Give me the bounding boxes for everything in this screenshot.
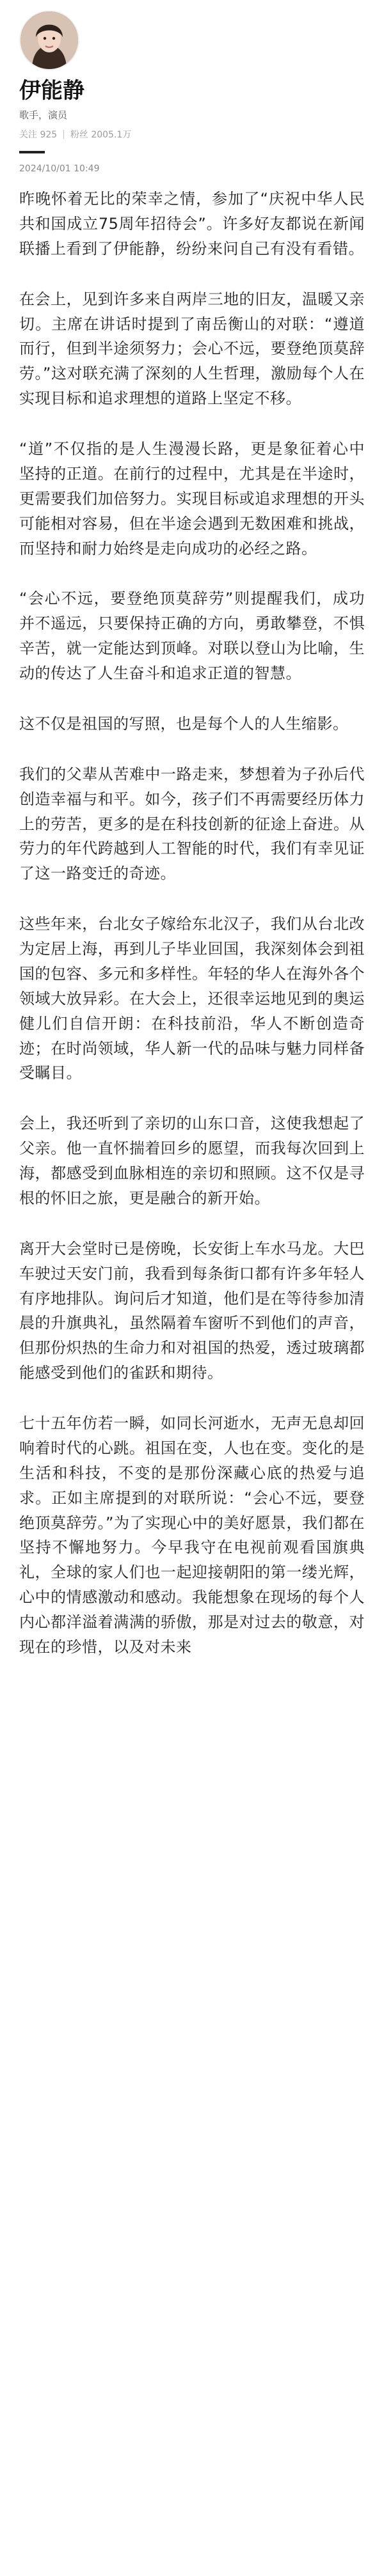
post-timestamp: 2024/10/01 10:49 <box>19 164 100 174</box>
stats-divider: | <box>62 129 65 140</box>
post-paragraph: 在会上，见到许多来自两岸三地的旧友，温暖又亲切。主席在讲话时提到了南岳衡山的对联：“遵道而行，但到半途须努力；会心不远，要登绝顶莫辞劳。”这对联充满了深刻的人生哲理，激励每个人在实现目标和追求理想的道路上坚定不移。 <box>19 290 365 408</box>
profile-stats <box>19 128 365 141</box>
post-content <box>0 174 384 1660</box>
post-paragraph: 我们的父辈从苦难中一路走来，梦想着为子孙后代创造幸福与和平。如今，孩子们不再需要经历体力上的劳苦，更多的是在科技创新的征途上奋进。从劳力的年代跨越到人工智能的时代，我们有幸见证了这一路变迁的奇迹。 <box>19 765 365 883</box>
post-paragraph: 这不仅是祖国的写照，也是每个人的人生缩影。 <box>19 714 349 733</box>
avatar[interactable] <box>19 10 79 70</box>
post-paragraph: “会心不远，要登绝顶莫辞劳”则提醒我们，成功并不遥远，只要保持正确的方向，勇敢攀登，不惧辛苦，就一定能达到顶峰。对联以登山为比喻，生动的传达了人生奋斗和追求正道的智慧。 <box>19 589 365 682</box>
profile-header <box>0 0 384 157</box>
post-paragraph: 昨晚怀着无比的荣幸之情，参加了“庆祝中华人民共和国成立75周年招待会”。许多好友都说在新闻联播上看到了伊能静，纷纷来问自己有没有看错。 <box>19 190 365 258</box>
fans-count[interactable]: 粉丝 2005.1万 <box>70 130 132 141</box>
post-meta <box>0 164 384 174</box>
follows-count[interactable]: 关注 925 <box>19 130 58 141</box>
profile-role: 歌手，演员 <box>19 109 68 121</box>
profile-name: 伊能静 <box>19 78 84 104</box>
post-paragraph: 七十五年仿若一瞬，如同长河逝水，无声无息却回响着时代的心跳。祖国在变，人也在变。变化的是生活和科技，不变的是那份深藏心底的热爱与追求。正如主席提到的对联所说：“会心不远，要登绝顶莫辞劳。”为了实现心中的美好愿景，我们都在坚持不懈地努力。今早我守在电视前观看国旗典礼，全球的家人们也一起迎接朝阳的第一缕光辉，心中的情感激动和感动。我能想象在现场的每个人内心都洋溢着满满的骄傲，那是对过去的敬意，对现在的珍惜，以及对未来 <box>19 1414 365 1656</box>
post-paragraph: 会上，我还听到了亲切的山东口音，这使我想起了父亲。他一直怀揣着回乡的愿望，而我每次回到上海，都感受到血脉相连的亲切和照顾。这不仅是寻根的怀旧之旅，更是融合的新开始。 <box>19 1114 365 1207</box>
post-paragraph: 这些年来，台北女子嫁给东北汉子，我们从台北改为定居上海，再到儿子毕业回国，我深刻体会到祖国的包容、多元和多样性。年轻的华人在海外各个领域大放异彩。在大会上，还很幸运地见到的奥运健儿们自信开朗：在科技前沿，华人不断创造奇迹；在时尚领域，华人新一代的品味与魅力同样备受瞩目。 <box>19 915 365 1082</box>
post-paragraph: 离开大会堂时已是傍晚，长安街上车水马龙。大巴车驶过天安门前，我看到每条街口都有许多年轻人有序地排队。询问后才知道，他们是在等待参加清晨的升旗典礼，虽然隔着车窗听不到他们的声音，但那份炽热的生命力和对祖国的热爱，透过玻璃都能感受到他们的雀跃和期待。 <box>19 1239 365 1382</box>
post-paragraph: “道”不仅指的是人生漫漫长路，更是象征着心中坚持的正道。在前行的过程中，尤其是在半途时，更需要我们加倍努力。实现目标或追求理想的开头可能相对容易，但在半途会遇到无数困难和挑战，而坚持和耐力始终是走向成功的必经之路。 <box>19 440 365 558</box>
avatar-portrait-icon <box>20 12 78 69</box>
section-divider <box>19 151 45 153</box>
